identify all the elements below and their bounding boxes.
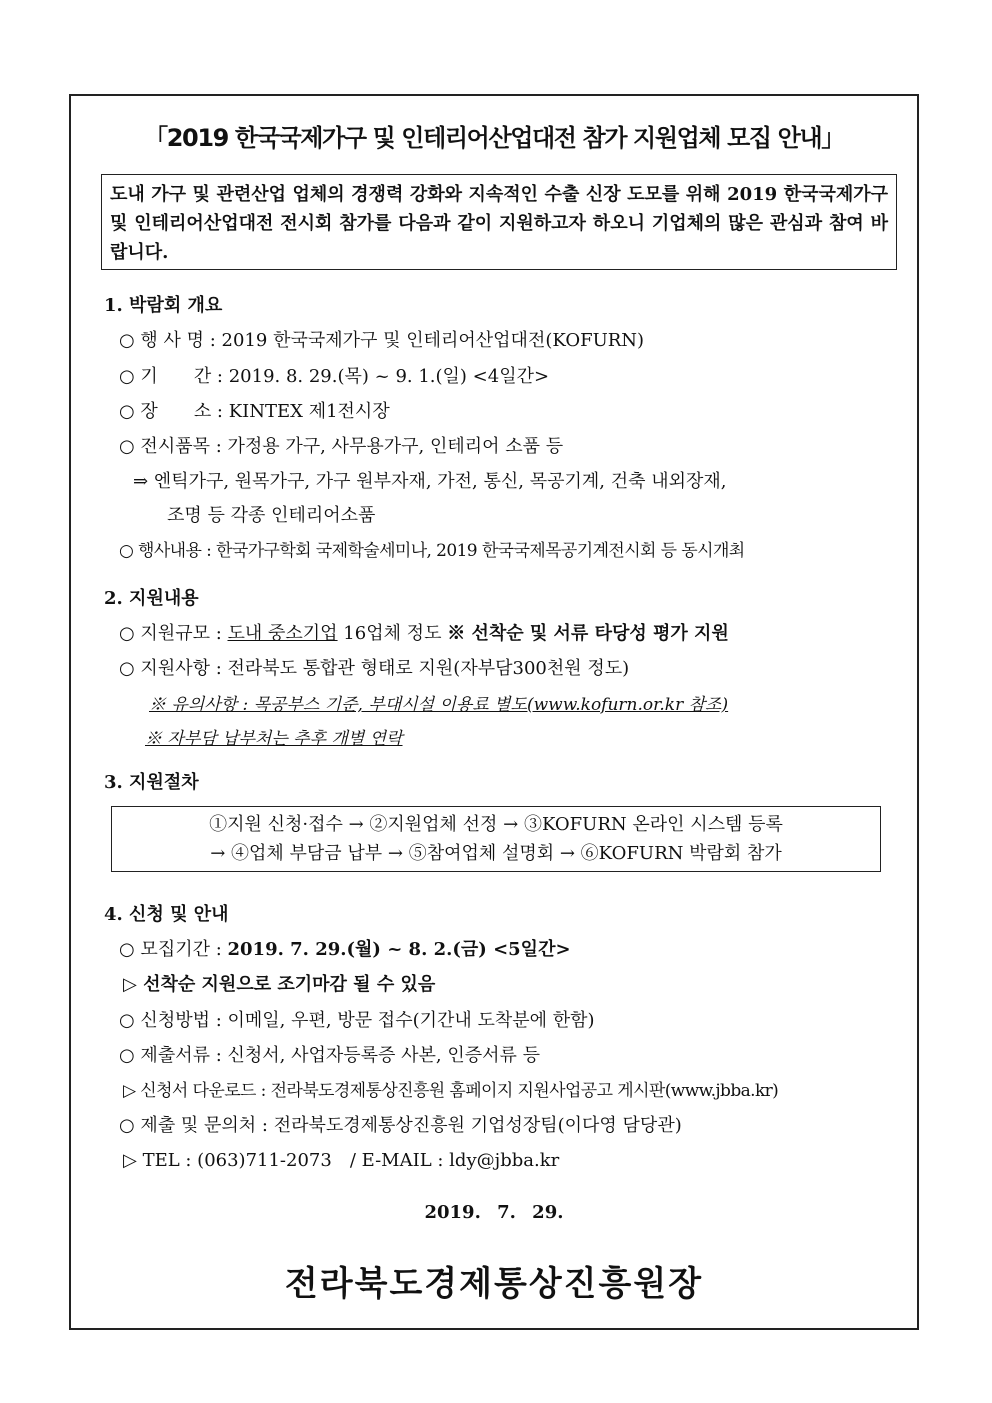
event-period: ○ 기 간 : 2019. 8. 29.(목) ~ 9. 1.(일) <4일간> (119, 366, 550, 387)
event-content: ○ 행사내용 : 한국가구학회 국제학술세미나, 2019 한국국제목공기계전시회 등 동시개최 (119, 541, 745, 561)
issuer-signature: 전라북도경제통상진흥원장 (284, 1264, 704, 1304)
document-date: 2019. 7. 29. (424, 1202, 564, 1223)
contact-office: ○ 제출 및 문의처 : 전라북도경제통상진흥원 기업성장팀(이다영 담당관) (119, 1115, 682, 1136)
support-scale-count: 16업체 정도 (337, 623, 448, 644)
section4-heading: 4. 신청 및 안내 (104, 904, 229, 925)
exhibit-items-detail: ⇒ 엔틱가구, 원목가구, 가구 원부자재, 가전, 통신, 목공기계, 건축 내외장재, (133, 471, 727, 492)
contact-tel-email: ▷ TEL : (063)711-2073 / E-MAIL : ldy@jbba.kr (123, 1150, 560, 1171)
support-scale-label: ○ 지원규모 : (119, 623, 228, 644)
exhibit-items: ○ 전시품목 : 가정용 가구, 사무용가구, 인테리어 소품 등 (119, 436, 564, 457)
recruit-period-value: 2019. 7. 29.(월) ~ 8. 2.(금) <5일간> (227, 939, 571, 960)
document-title: 「2019 한국국제가구 및 인테리어산업대전 참가 지원업체 모집 안내」 (144, 124, 844, 152)
support-scale-note: ※ 선착순 및 서류 타당성 평가 지원 (447, 623, 729, 644)
section1-heading: 1. 박람회 개요 (104, 295, 223, 316)
section3-heading: 3. 지원절차 (104, 772, 199, 793)
apply-method: ○ 신청방법 : 이메일, 우편, 방문 접수(기간내 도착분에 한함) (119, 1010, 595, 1031)
procedure-box (111, 806, 881, 872)
event-name: ○ 행 사 명 : 2019 한국국제가구 및 인테리어산업대전(KOFURN) (119, 330, 645, 351)
event-venue: ○ 장 소 : KINTEX 제1전시장 (119, 401, 390, 422)
procedure-line-2: → ④업체 부담금 납부 → ⑤참여업체 설명회 → ⑥KOFURN 박람회 참가 (210, 843, 782, 864)
document-frame (69, 94, 919, 1330)
intro-box: 도내 가구 및 관련산업 업체의 경쟁력 강화와 지속적인 수출 신장 도모를 위해 2019 한국국제가구 및 인테리어산업대전 전시회 참가를 다음과 같이 지원하고자 하오니 기업체의 많은 관심과 참여 바랍니다. (101, 174, 897, 270)
procedure-line-1: ①지원 신청·접수 → ②지원업체 선정 → ③KOFURN 온라인 시스템 등록 (209, 814, 783, 835)
support-detail: ○ 지원사항 : 전라북도 통합관 형태로 지원(자부담300천원 정도) (119, 658, 630, 679)
support-note-1: ※ 유의사항 : 목공부스 기준, 부대시설 이용료 별도(www.kofurn.or.kr 참조) (149, 695, 729, 715)
required-documents: ○ 제출서류 : 신청서, 사업자등록증 사본, 인증서류 등 (119, 1045, 541, 1066)
support-note-2: ※ 자부담 납부처는 추후 개별 연락 (145, 729, 403, 749)
recruit-period-label: ○ 모집기간 : (119, 939, 228, 960)
section2-heading: 2. 지원내용 (104, 588, 199, 609)
form-download: ▷ 신청서 다운로드 : 전라북도경제통상진흥원 홈페이지 지원사업공고 게시판(www.jbba.kr) (123, 1081, 779, 1101)
early-close-note: ▷ 선착순 지원으로 조기마감 될 수 있음 (123, 974, 436, 995)
exhibit-items-detail-cont: 조명 등 각종 인테리어소품 (167, 505, 376, 526)
recruit-period (119, 935, 571, 961)
support-scale-target: 도내 중소기업 (227, 623, 338, 644)
support-scale (119, 619, 729, 645)
